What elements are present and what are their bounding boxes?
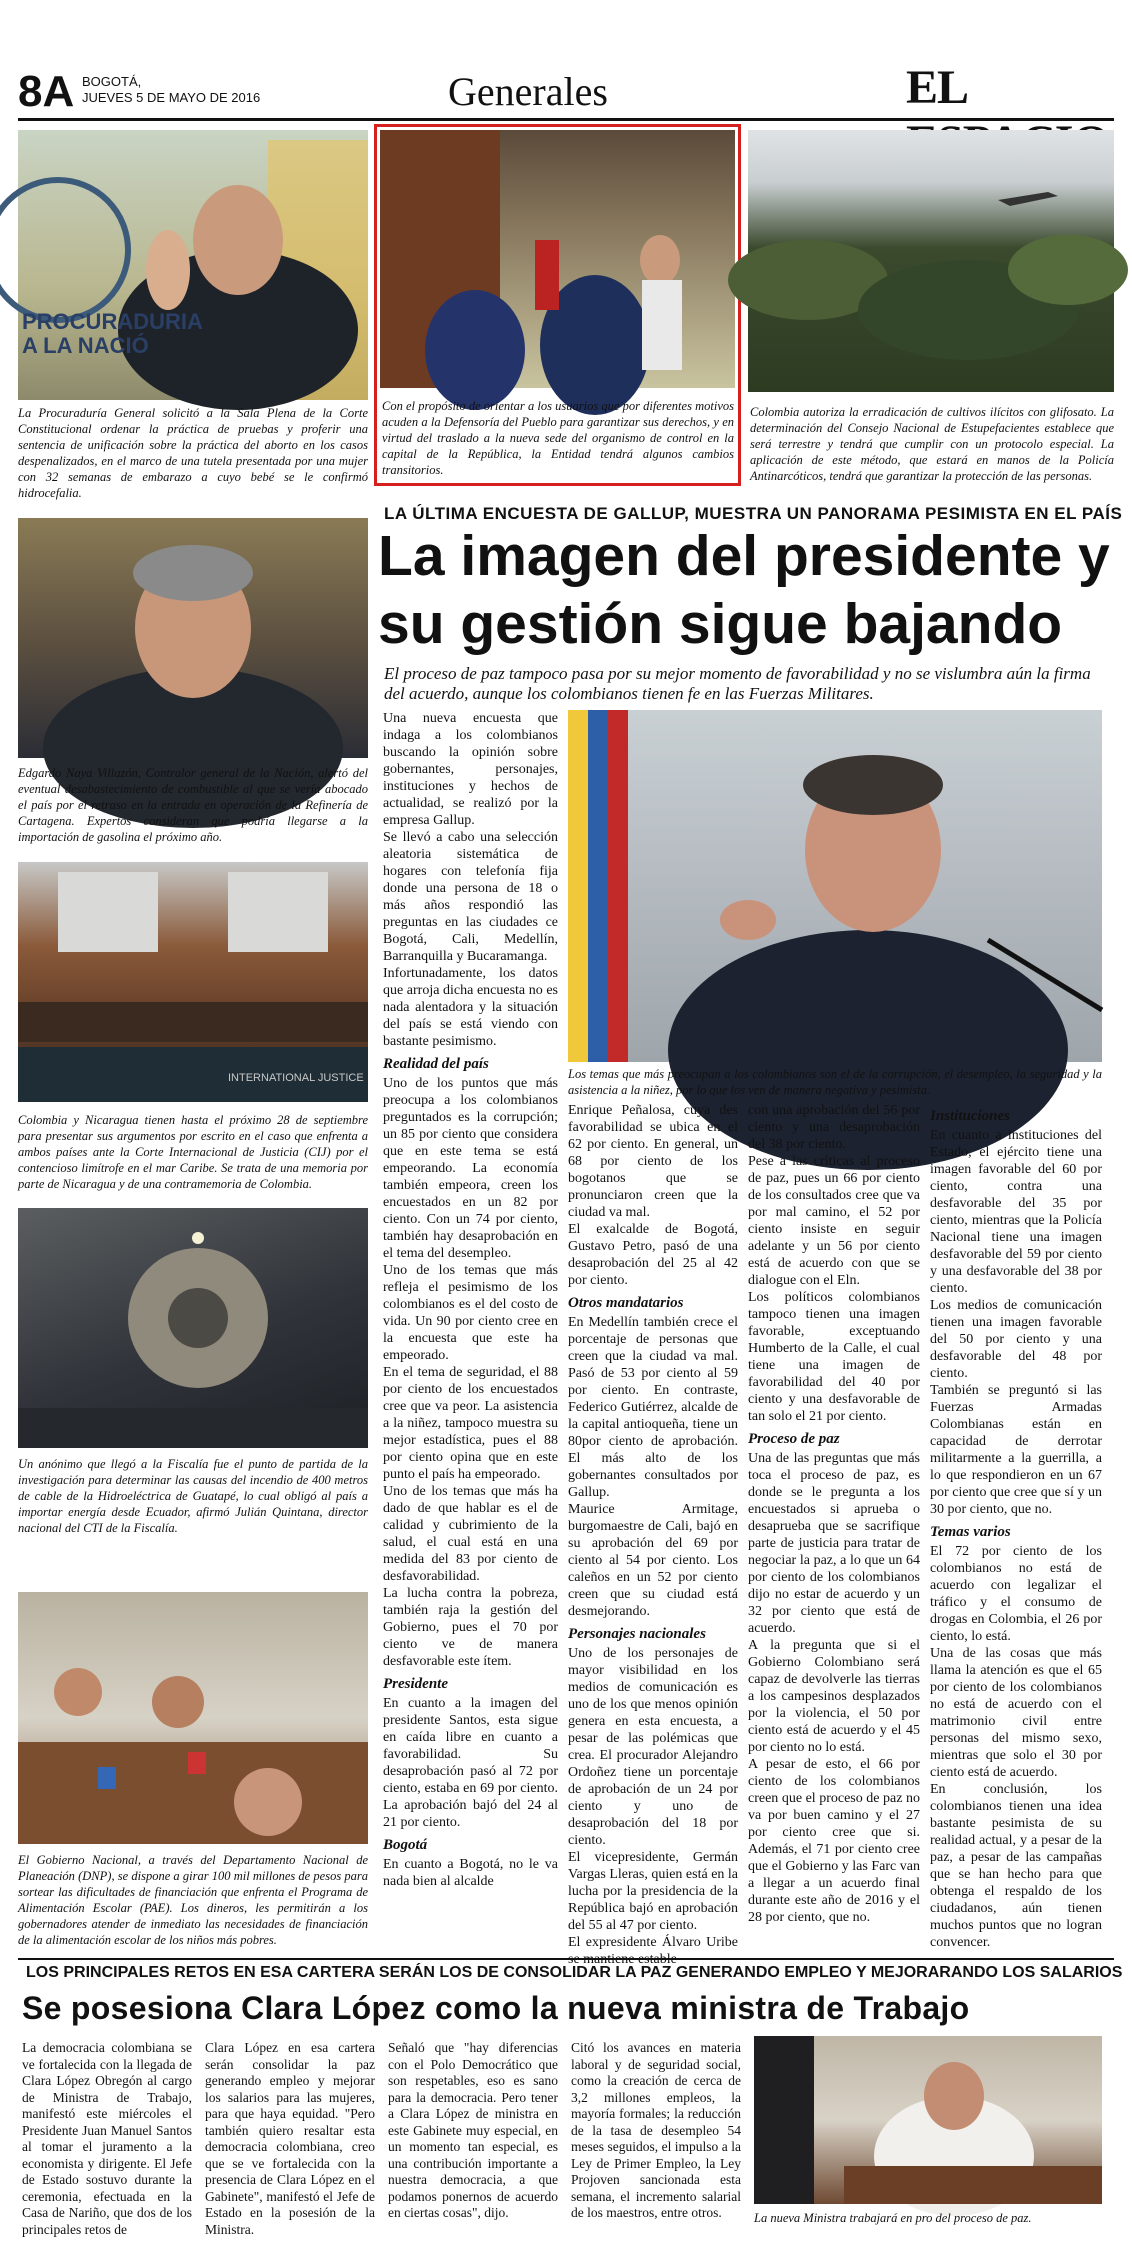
photo-cij — [18, 862, 368, 1102]
paragraph: Uno de los puntos que más preocupa a los colombianos preguntados es la corrupción; un 85 por ciento que considera que en este tema se está empeorando. La economía también empeora, creen los encuestados en un 82 por ciento. Con un 74 por ciento, también hay desaprobación en el tema del desempleo. — [383, 1076, 558, 1261]
second-column-2 — [205, 2040, 375, 2237]
hair-shape — [803, 755, 943, 815]
man-suit — [754, 2036, 814, 2204]
paragraph: El exalcalde de Bogotá, Gustavo Petro, pasó de una desaprobación del 25 al 42 por ciento. — [568, 1222, 738, 1288]
bottom-rule — [18, 1958, 1114, 1960]
photo-guatape — [18, 1208, 368, 1448]
paragraph: con una aprobación del 56 por ciento y una desaprobación del 38 por ciento. — [748, 1103, 920, 1152]
paragraph: La lucha contra la pobreza, también raja la gestión del Gobierno, pues el 70 por ciento ve de manera desfavorable este ítem. — [383, 1586, 558, 1669]
subhead: Bogotá — [383, 1837, 428, 1853]
caption-glifosato: Colombia autoriza la erradicación de cultivos ilícitos con glifosato. La determinación del Consejo Nacional de Estupefacientes establece que será terrestre y tendrá que cumplir con un protocolo especial. La aplicación de este método, que estará en manos de la Policía Antinarcóticos, tendrá que garantizar la protección de las personas. — [750, 405, 1114, 483]
main-photo-caption: Los temas que más preocupan a los colombianos son el de la corrupción, el desempleo, la seguridad y la asistencia a la niñez, por lo que los ven de manera negativa y pesimista. — [568, 1067, 1102, 1097]
paragraph: El 72 por ciento de los colombianos no está de acuerdo con legalizar el tráfico y el consumo de drogas en Colombia, el 26 por ciento, lo está. — [930, 1544, 1102, 1644]
second-column-3 — [388, 2040, 558, 2230]
main-column-1 — [383, 710, 558, 1950]
section-title: Generales — [448, 69, 608, 114]
court-illustration — [18, 862, 368, 1102]
contralor-illustration — [18, 518, 368, 758]
reel-hub — [168, 1288, 228, 1348]
paragraph: Uno de los temas que más ha dado de que hablar es el de calidad y cubrimiento de la salud, el cual está en una medida del 83 por ciento de desfavorabilidad. — [383, 1484, 558, 1584]
tunnel-light — [192, 1232, 204, 1244]
paragraph: La democracia colombiana se ve fortalecida con la llegada de Clara López Obregón al cargo de Ministra de Trabajo, manifestó este miércoles el Presidente Juan Manuel Santos al tomar el juramento a la economista y dirigente. El Jefe de Estado sostuvo durante la ceremonia, efectuada en la Casa de Nariño, que dos de los principales retos de — [22, 2040, 192, 2237]
page-number: 8A — [18, 67, 75, 116]
paragraph: También se preguntó si las Fuerzas Armadas Colombianas están en capacidad de derrotar militarmente a la guerrilla, a lo que respondieron en un 67 por ciento que cree que sí y un 30 por ciento, que no. — [930, 1383, 1102, 1517]
santos-illustration — [568, 710, 1102, 1062]
paragraph: En cuanto a Bogotá, no le va nada bien al alcalde — [383, 1857, 558, 1889]
court-panel-2 — [228, 872, 328, 952]
main-headline-line2: su gestión sigue bajando — [378, 592, 1063, 656]
court-panel-1 — [58, 872, 158, 952]
paragraph: En Medellín también crece el porcentaje de personas que creen que la ciudad va mal. Pasó de 53 por ciento al 59 por ciento. En contraste, Federico Gutiérrez, alcalde de la capital antioqueña, tiene un 80por ciento de aprobación. El más alto de los gobernantes consultados por Gallup. — [568, 1315, 738, 1500]
paragraph: En el tema de seguridad, el 88 por ciento de los encuestados cree que va peor. La asistencia a la niñez, tampoco muestra su mejor estadística, pues el 88 por ciento opina que en este punto el país ha empeorado. — [383, 1365, 558, 1482]
paragraph: Una nueva encuesta que indaga a los colombianos buscando la opinión sobre gobernantes, personajes, instituciones y hechos de actualidad, se realizó por la empresa Gallup. — [383, 711, 558, 828]
paragraph: El vicepresidente, Germán Vargas Lleras, quien está en la lucha por la presidencia de la República bajó en aprobación del 55 al 47 por ciento. — [568, 1850, 739, 1933]
second-column-1 — [22, 2040, 192, 2237]
flag-red — [608, 710, 628, 1062]
face-shape — [924, 2062, 984, 2130]
subhead: Temas varios — [930, 1524, 1011, 1540]
main-column-4 — [930, 1102, 1102, 1950]
caption-pae: El Gobierno Nacional, a través del Departamento Nacional de Planeación (DNP), se dispone a girar 100 mil millones de pesos para sortear las dificultades de financiación que enfrenta el Programa de Alimentación Escolar (PAE). Los dineros, les permitirán a los gobernadores atender de inmediato las necesidades de financiación de la alimentación escolar de los niños más pobres. — [18, 1853, 368, 1947]
paragraph: Uno de los temas que más refleja el pesimismo de los colombianos es el del costo de vida. Un 90 por ciento cree en la encuesta que este ha empeorado. — [383, 1263, 558, 1363]
child-face-1 — [54, 1668, 102, 1716]
main-headline — [378, 522, 1118, 658]
procurador-illustration — [18, 130, 368, 400]
paragraph: Los políticos colombianos tampoco tienen una imagen favorable, exceptuando Humberto de la Calle, el cual tiene una imagen de favorabilidad del 40 por ciento y una desfavorable de tan solo el 21 por ciento. — [748, 1290, 920, 1424]
tree-mass-3 — [1008, 235, 1128, 305]
paragraph: En conclusión, los colombianos tienen una idea bastante pesimista de su realidad actual, y a pesar de la paz, a pesar de las campañas que se han hecho para que obtenga el respaldo de los ciudadanos, aún tienen muchos puntos que no logran convencer. — [930, 1782, 1102, 1950]
subhead: Otros mandatarios — [568, 1295, 684, 1311]
paragraph: En cuanto a la imagen del presidente Santos, esta sigue en caída libre en cuanto a favorabilidad. Su desaprobación pasó al 72 por ciento, estaba en 69 por ciento. La aprobación bajó del 24 al 21 por ciento. — [383, 1696, 558, 1830]
forest-illustration — [748, 130, 1114, 392]
photo-glifosato — [748, 130, 1114, 392]
tunnel-illustration — [18, 1208, 368, 1448]
hand-shape — [720, 900, 776, 940]
paragraph: Se llevó a cabo una selección aleatoria sistemática de hogares con telefonía fija donde una persona de 18 o más años respondió las preguntas en las ciudades ce Bogotá, Cali, Medellín, Barranquilla y Bucaramanga. — [383, 830, 558, 964]
paragraph: A pesar de esto, el 66 por ciento de los colombianos creen que el proceso de paz no va por buen camino y el 27 por ciento cree que si. Además, el 71 por ciento cree que el Gobierno y las Farc van a llegar a un acuerdo final durante este año de 2016 y el 28 por ciento, que no. — [748, 1757, 920, 1925]
subhead: Realidad del país — [383, 1056, 489, 1072]
face-shape — [193, 185, 283, 295]
paragraph: En cuanto a instituciones del Estado, el ejército tiene una imagen favorable del 60 por ciento, contra una desfavorable del 35 por ciento, mientras que la Policía Nacional tiene una imagen desfavorable del 59 por ciento y una desfavorable del 38 por ciento. — [930, 1128, 1102, 1296]
photo-clara-lopez — [754, 2036, 1102, 2204]
children-illustration — [18, 1592, 368, 1844]
second-headline: Se posesiona Clara López como la nueva ministra de Trabajo — [22, 1990, 970, 2026]
paragraph: Señaló que "hay diferencias con el Polo Democrático que son respetables, eso es sano para la democracia. Pero tener a Clara López de ministra en este Gabinete muy especial, en un momento tan especial, es una contribución importante a nuestra democracia, a que podamos ponernos de acuerdo en ciertas cosas", dijo. — [388, 2040, 558, 2220]
flag-blue — [588, 710, 608, 1062]
icj-sign: INTERNATIONAL JUSTICE — [228, 1072, 364, 1084]
paragraph: Enrique Peñalosa, cuya des favorabilidad se ubica en el 62 por ciento. En general, un 68 por ciento de los bogotanos que se pronunciaron creen que la ciudad va mal. — [568, 1103, 738, 1220]
hair-shape — [133, 545, 253, 601]
paragraph: A la pregunta que si el Gobierno Colombiano será capaz de devolverle las tierras a los campesinos desplazados por la violencia, el 50 por ciento está de acuerdo y el 45 por ciento no lo está. — [748, 1638, 920, 1755]
paragraph: Los medios de comunicación tienen una imagen favorable del 50 por ciento y una desfavorable del 48 por ciento. — [930, 1298, 1102, 1381]
paragraph: Pese a las críticas al proceso de paz, pues un 66 por ciento de los consultados cree que va por mal camino, el 52 por ciento insiste en seguir adelante y un 56 por ciento está de acuerdo con que se dialogue con el Eln. — [748, 1154, 920, 1288]
paragraph: Infortunadamente, los datos que arroja dicha encuesta no es nada alentadora y la situación del país se está viendo con bastante pesimismo. — [383, 966, 558, 1049]
photo-contralor — [18, 518, 368, 758]
cup-shape — [188, 1752, 206, 1774]
photo-procurador — [18, 130, 368, 400]
second-column-4 — [571, 2040, 741, 2230]
paragraph: Clara López en esa cartera serán consolidar la paz generando empleo y mejorar los salarios para las mujeres, para que haya equidad. "Pero también quiero resaltar esta democracia colombiana, creo que se ve fortalecida con la presencia de Clara López en el Gabinete", manifestó el Jefe de Estado en la posesión de la Ministra. — [205, 2040, 375, 2237]
child-face-2 — [152, 1676, 204, 1728]
paragraph: Uno de los personajes de mayor visibilidad en los medios de comunicación es uno de los que menos opinión genera en esta encuesta, a pesar de las polémicas que crea. El procurador Alejandro Ordoñez tiene un porcentaje de aprobación de un 24 por ciento y uno de desaprobación del 18 por ciento. — [568, 1646, 738, 1848]
aircraft-icon — [998, 192, 1058, 206]
main-column-2 — [568, 1102, 738, 1950]
seal-shape — [0, 180, 128, 320]
main-headline-line1: La imagen del presidente y — [378, 524, 1110, 588]
photo-santos — [568, 710, 1102, 1062]
caption-defensoria: Con el propósito de orientar a los usuarios que por diferentes motivos acuden a la Defensoría del Pueblo para garantizar sus derechos, y en virtud del traslado a la nueva sede del organismo de control en la capital de la República, la Entidad tendrá algunos cambios transitorios. — [382, 399, 734, 477]
caption-procuraduria: La Procuraduría General solicitó a la Sala Plena de la Corte Constitucional ordenar la práctica de pruebas y proferir una sentencia de unificación sobre la práctica del aborto en los casos despenalizados, en el marco de una tutela presentada por una mujer con 32 semanas de embarazo a cuyo bebé se le confirmó hidrocefalia. — [18, 406, 368, 500]
caption-guatape: Un anónimo que llegó a la Fiscalía fue el punto de partida de la investigación para determinar las causas del incendio de 400 metros de cable de la Hidroeléctrica de Guatapé, lo cual obligó al país a importar energía desde Ecuador, afirmó Julián Quintana, director nacional del CTI de la Fiscalía. — [18, 1457, 368, 1535]
caption-cij: Colombia y Nicaragua tienen hasta el próximo 28 de septiembre para presentar sus argumentos por escrito en el caso que enfrenta a ambos países ante la Corte Internacional de Justicia (CIJ) por el contencioso limítrofe en el mar Caribe. Se trata de una memoria por parte de Nicaragua y de una contramemoria de Colombia. — [18, 1113, 368, 1191]
cup-shape-2 — [98, 1767, 116, 1789]
paragraph: Maurice Armitage, burgomaestre de Cali, bajó en su aprobación del 69 por ciento al 54 por ciento. Los caleños en un 52 por ciento creen que su ciudad está desmejorando. — [568, 1502, 738, 1619]
dateline — [82, 74, 260, 106]
main-deck: El proceso de paz tampoco pasa por su mejor momento de favorabilidad y no se vislumbra aún la firma del acuerdo, aunque los colombianos tienen fe en las Fuerzas Militares. — [384, 664, 1091, 703]
main-column-3 — [748, 1102, 920, 1950]
flag-yellow — [568, 710, 588, 1062]
judges-bench — [18, 1002, 368, 1042]
subhead: Instituciones — [930, 1108, 1011, 1124]
subhead: Personajes nacionales — [568, 1626, 706, 1642]
dateline-date: JUEVES 5 DE MAYO DE 2016 — [82, 90, 261, 105]
photo-pae — [18, 1592, 368, 1844]
desk-shape — [844, 2166, 1102, 2204]
masthead: EL — [906, 61, 966, 114]
paragraph: El expresidente Álvaro Uribe — [568, 1935, 738, 1950]
hand-shape — [146, 230, 190, 310]
child-face-3 — [234, 1768, 302, 1836]
second-kicker: LOS PRINCIPALES RETOS EN ESA CARTERA SERÁN LOS DE CONSOLIDAR LA PAZ GENERANDO EMPLEO Y MEJORARANDO LOS SALARIOS — [26, 1964, 1123, 1981]
subhead: Proceso de paz — [748, 1431, 840, 1447]
paragraph: Una de las preguntas que más toca el proceso de paz, es donde se le pregunta a los encuestados si aprueba o desaprueba que se sacrifique parte de justicia para tratar de negociar la paz, a lo que un 64 por ciento de los colombianos dijo no estar de acuerdo y un 32 por ciento que está de acuerdo. — [748, 1451, 920, 1636]
caption-contralor: Edgardo Naya Villazón, Contralor general de la Nación, alertó del eventual desabastecimiento de combustible al que se vería abocado el país por el retraso en la entrada en operación de la Refinería de Cartagena. Expertos consideran que podría llegarse a la importación de gasolina el próximo año. — [18, 766, 368, 844]
main-kicker: LA ÚLTIMA ENCUESTA DE GALLUP, MUESTRA UN PANORAMA PESIMISTA EN EL PAÍS — [384, 504, 1123, 523]
header-rule — [18, 118, 1114, 121]
paragraph: Una de las cosas que más llama la atención es que el 65 por ciento de los colombianos no está de acuerdo con el matrimonio civil entre personas del mismo sexo, mientras que solo el 30 por ciento está de acuerdo. — [930, 1646, 1102, 1780]
dateline-city: BOGOTÁ, — [82, 74, 142, 89]
subhead: Presidente — [383, 1676, 448, 1692]
ministra-illustration — [754, 2036, 1102, 2204]
tunnel-floor — [18, 1408, 368, 1448]
paragraph: Citó los avances en materia laboral y de seguridad social, como la creación de cerca de 3,2 millones empleos, la mayoría formales; la reducción de la tasa de desempleo 54 meses seguidos, el impulso a la Ley de Primer Empleo, la Ley Projoven sancionada esta semana, el incremento salarial de los maestros, entre otros. — [571, 2040, 741, 2220]
procuraduria-sign: PROCURADURIA A LA NACIÓ — [22, 309, 203, 358]
second-photo-caption: La nueva Ministra trabajará en pro del proceso de paz. — [754, 2211, 1032, 2225]
